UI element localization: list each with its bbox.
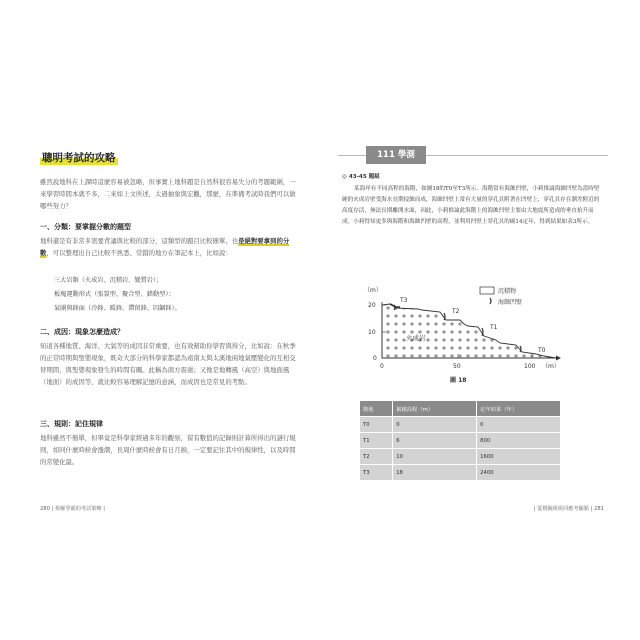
table-cell: T2 — [360, 449, 393, 465]
table-cell: 800 — [477, 433, 560, 449]
x-unit-label: （m） — [542, 363, 560, 370]
step3-paragraph: 地科雖然不簡單，但畢竟是科學家經過多年的觀察，留有數值的記錄則計算所得出的謎行規則，如同什麼時候會漲潮，長周什麼時候會有日月蝕，一定要記住其中的規律性，以及時間的常變化最。 — [40, 434, 296, 466]
step2-paragraph: 知道各種地質、海洋、大氣等的成因非常重要，也有效幫助你學習與得分，比如說：在秋季的正常時期與聖嬰現象，既奇大部分的科學家都認為遠南太與太溪地兩地氣壓變化的互相交替期間，與聖嬰現象發生的時間有關。此稱為南方震盪；又像是地轉風（高空）與地面風（地面）的成因等，就比較容易理解記憶的意涵，而成因也是常見的考點。 — [40, 342, 296, 386]
terrace-label: T3 — [400, 297, 408, 304]
y-tick-label: 0 — [373, 355, 377, 362]
list-item: 氣團與鋒面（冷鋒、暖鋒、滯留鋒、囚錮鋒）。 — [54, 305, 181, 312]
terrace-label: T2 — [452, 308, 460, 315]
legend-sediment-swatch — [480, 287, 494, 294]
left-page-footer: 280 | 拆解學霸的考試策略 | — [40, 506, 106, 512]
table-header: 階地 — [360, 401, 393, 417]
rock-label: 火成岩 — [406, 334, 426, 342]
table-header: 定年結果（年） — [477, 401, 560, 417]
list-item: 三大岩類（火成岩、沉積岩、變質岩）； — [54, 277, 163, 284]
x-tick-label: 50 — [453, 363, 461, 370]
table-cell: 6 — [393, 433, 477, 449]
table-cell: T3 — [360, 465, 393, 481]
table-row — [360, 433, 560, 449]
exam-year-badge: 111 學測 — [366, 146, 426, 164]
x-tick-label: 100 — [524, 363, 536, 370]
section-title: 聰明考試的攻略 — [42, 152, 116, 164]
step3-heading: 三、規則：記住規律 — [40, 420, 103, 428]
x-tick-label: 0 — [380, 363, 384, 370]
table-cell: 10 — [393, 449, 477, 465]
step1-heading: 一、分類：要掌握分數的題型 — [40, 223, 131, 231]
step1-text-c: ，可以整理出自己比較不熟悉、常錯的地方在筆記本上，比如說： — [46, 249, 232, 257]
table-cell: T0 — [360, 417, 393, 433]
table-cell: 0 — [477, 417, 560, 433]
y-unit-label: （m） — [364, 287, 382, 294]
step1-text-a: 地科還是有非常多需要背誦與比較的部分，這類型的題目比較簡單，也 — [40, 237, 239, 245]
intro-paragraph: 雖然說地科在上課時這麼容易被忽略，但事實上地科題是自然科很容易失分的考題範圍，一來學習時間本就不多，二來如上文所述，太過抽象與宏觀，那麼，在準備考試時我們可以做哪些努力？ — [40, 178, 296, 210]
notch-t1 — [482, 328, 483, 336]
notch-t2 — [444, 313, 445, 320]
legend-notch-swatch — [490, 298, 491, 304]
igneous-rock-body — [382, 304, 556, 358]
table-cell: 18 — [393, 465, 477, 481]
y-tick-label: 10 — [368, 329, 376, 336]
legend-sediment-label: 沉積物 — [498, 288, 517, 295]
right-page — [338, 138, 608, 512]
terrace-label: T0 — [538, 347, 546, 354]
table-row — [360, 465, 560, 481]
x-axis-arrow — [556, 356, 561, 361]
table-row — [360, 417, 560, 433]
notch-t0 — [520, 346, 521, 352]
figure-caption: 圖 18 — [450, 377, 467, 384]
table-cell: 0 — [393, 417, 477, 433]
step2-heading: 二、成因：現象怎麼造成？ — [40, 328, 124, 336]
question-group-header: ◎ 43-45 題組 — [342, 174, 380, 180]
table-cell: T1 — [360, 433, 393, 449]
table-cell: 2400 — [477, 465, 560, 481]
table-header-row — [360, 401, 560, 417]
terrace-label: T1 — [490, 324, 498, 331]
table-header: 累積高程（m） — [393, 401, 477, 417]
list-item: 板塊運動形式（張裂型、聚合型、錯動型）； — [54, 291, 175, 298]
right-page-footer: | 從模擬組組回應考驗點 | 281 — [533, 506, 604, 512]
question-stem: 某海岸有不同高程的海階，如圖18的T0至T3所示。海階常有海蝕凹壁，小莉推論海蝕凹壁為當時堅硬的火成岩壁受海水長期侵蝕而成，海蝕凹壁上常有大量的穿孔貝附著在凹壁上，穿孔貝存在潮差附近的高度存活，無法長期離開水面，因此，小莉推論此海階上的海蝕凹壁主要由大地震所造成的垂直抬升而成。小莉得知更多與海階和海蝕凹壁的高程，並利用凹壁上穿孔貝的碳14定年，得到結果如表3所示。 — [342, 186, 600, 225]
legend-notch-label: 海蝕凹壁 — [498, 299, 523, 306]
left-page — [36, 138, 306, 512]
step1-emphasis: 是絕對要拿到的分數 — [40, 237, 290, 257]
figure-18 — [360, 280, 580, 390]
table-row — [360, 449, 560, 465]
table-cell: 1600 — [477, 449, 560, 465]
y-tick-label: 20 — [368, 302, 376, 309]
step1-paragraph — [40, 235, 298, 259]
dating-table — [360, 401, 560, 480]
